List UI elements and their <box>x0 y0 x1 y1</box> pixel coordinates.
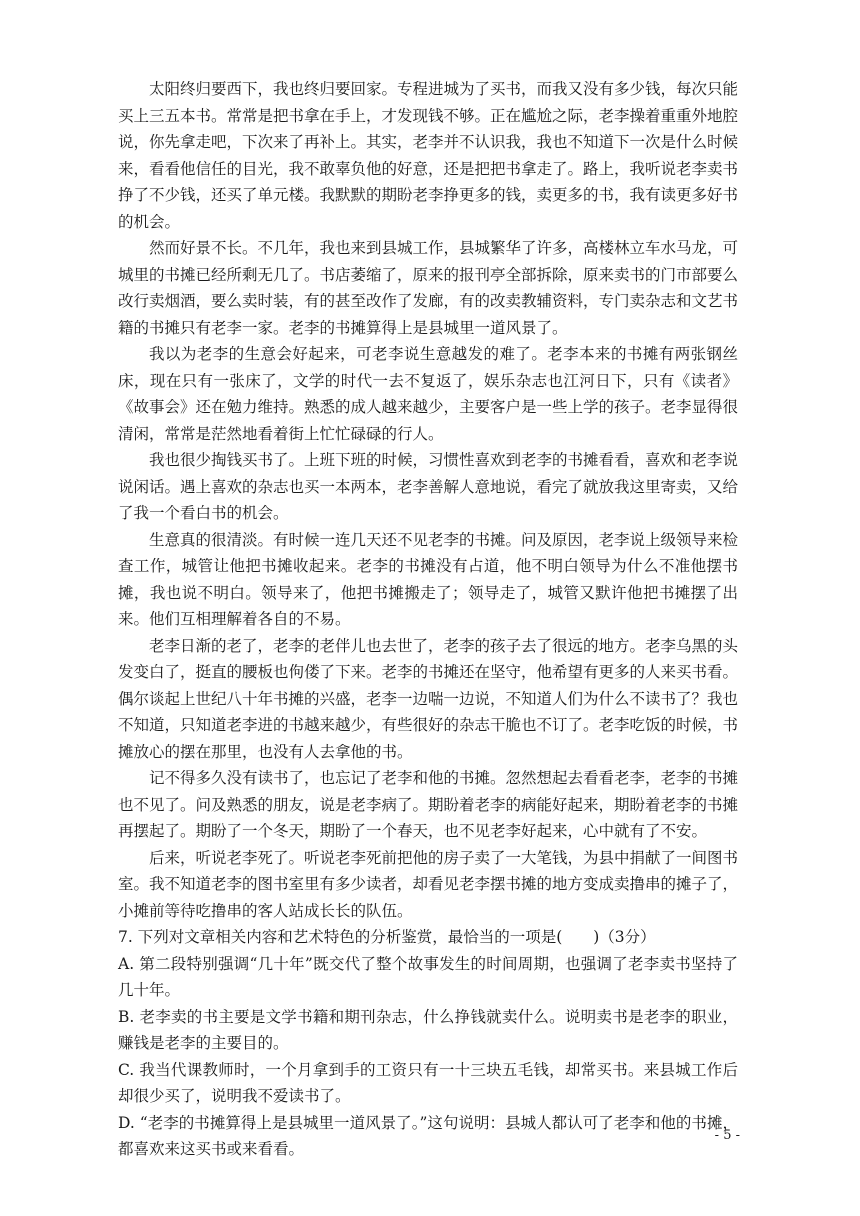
article-paragraph-6: 老李日渐的老了，老李的老伴儿也去世了，老李的孩子去了很远的地方。老李乌黑的头发变白了，挺直的腰板也佝偻了下来。老李的书摊还在坚守，他希望有更多的人来买书看。偶尔谈起上世纪八十年书摊的兴盛，老李一边喘一边说，不知道人们为什么不读书了？我也不知道，只知道老李进的书越来越少，有些很好的杂志干脆也不订了。老李吃饭的时候，书摊放心的摆在那里，也没有人去拿他的书。 <box>118 636 739 761</box>
article-paragraph-4: 我也很少掏钱买书了。上班下班的时候，习惯性喜欢到老李的书摊看看，喜欢和老李说说闲话。遇上喜欢的杂志也买一本两本，老李善解人意地说，看完了就放我这里寄卖，又给了我一个看白书的机会。 <box>118 451 739 522</box>
article-paragraph-8: 后来，听说老李死了。听说老李死前把他的房子卖了一大笔钱，为县中捐献了一间图书室。我不知道老李的图书室里有多少读者，却看见老李摆书摊的地方变成卖撸串的摊子了，小摊前等待吃撸串的客人站成长长的队伍。 <box>118 848 739 920</box>
article-paragraph-5: 生意真的很清淡。有时候一连几天还不见老李的书摊。问及原因，老李说上级领导来检查工作，城管让他把书摊收起来。老李的书摊没有占道，他不明白领导为什么不准他摆书摊，我也说不明白。领导来了，他把书摊搬走了；领导走了，城管又默许他把书摊摆了出来。他们互相理解着各自的不易。 <box>118 530 739 628</box>
option-a: A. 第二段特别强调“几十年”既交代了整个故事发生的时间周期，也强调了老李卖书坚持了几十年。 <box>118 954 738 999</box>
page-number: - 5 - <box>714 1128 740 1143</box>
article-paragraph-2: 然而好景不长。不几年，我也来到县城工作，县城繁华了许多，高楼林立车水马龙，可城里的书摊已经所剩无几了。书店萎缩了，原来的报刊亭全部拆除，原来卖书的门市部要么改行卖烟酒，要么卖时装，有的甚至改作了发廊，有的改卖教辅资料，专门卖杂志和文艺书籍的书摊只有老李一家。老李的书摊算得上是县城里一道风景了。 <box>118 239 739 337</box>
article-paragraph-1: 太阳终归要西下，我也终归要回家。专程进城为了买书，而我又没有多少钱，每次只能买上三五本书。常常是把书拿在手上，才发现钱不够。正在尴尬之际，老李操着重重外地腔说，你先拿走吧，下次来了再补上。其实，老李并不认识我，我也不知道下一次是什么时候来，看看他信任的目光，我不敢辜负他的好意，还是把把书拿走了。路上，我听说老李卖书挣了不少钱，还买了单元楼。我默默的期盼老李挣更多的钱，卖更多的书，我有读更多好书的机会。 <box>118 80 739 231</box>
article-paragraph-3: 我以为老李的生意会好起来，可老李说生意越发的难了。老李本来的书摊有两张钢丝床，现在只有一张床了，文学的时代一去不复返了，娱乐杂志也江河日下，只有《读者》《故事会》还在勉力维持。熟悉的成人越来越少，主要客户是一些上学的孩子。老李显得很清闲，常常是茫然地看着街上忙忙碌碌的行人。 <box>118 345 739 443</box>
option-c: C. 我当代课教师时，一个月拿到手的工资只有一十三块五毛钱，却常买书。来县城工作后却很少买了，说明我不爱读书了。 <box>118 1060 738 1105</box>
question-stem: 7. 下列对文章相关内容和艺术特色的分析鉴赏，最恰当的一项是( )（3分） <box>118 928 656 946</box>
option-b: B. 老李卖的书主要是文学书籍和期刊杂志，什么挣钱就卖什么。说明卖书是老李的职业，赚钱是老李的主要目的。 <box>118 1007 738 1052</box>
option-d: D. “老李的书摊算得上是县城里一道风景了。”这句说明：县城人都认可了老李和他的书摊，都喜欢来这买书或来看看。 <box>118 1113 738 1158</box>
article-paragraph-7: 记不得多久没有读书了，也忘记了老李和他的书摊。忽然想起去看看老李，老李的书摊也不见了。问及熟悉的朋友，说是老李病了。期盼着老李的病能好起来，期盼着老李的书摊再摆起了。期盼了一个冬天，期盼了一个春天，也不见老李好起来，心中就有了不安。 <box>118 769 739 840</box>
document-page <box>118 76 738 1163</box>
